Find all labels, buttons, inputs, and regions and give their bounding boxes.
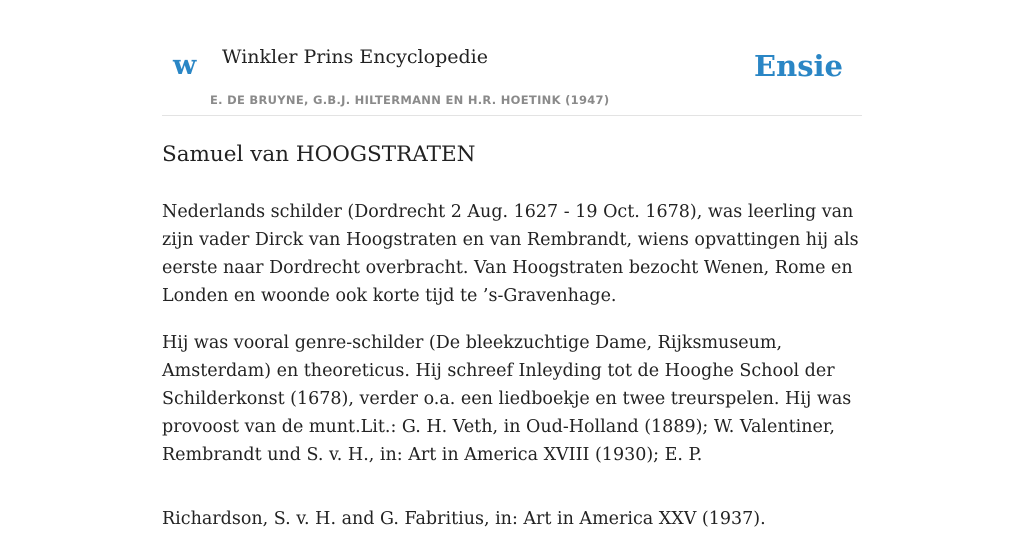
article: [162, 140, 862, 552]
site-header: [162, 0, 862, 116]
encyclopedia-authors: E. DE BRUYNE, G.B.J. HILTERMANN EN H.R. HOETINK (1947): [210, 93, 610, 107]
brand-logo[interactable]: Ensie: [754, 49, 843, 83]
encyclopedia-title[interactable]: Winkler Prins Encyclopedie: [222, 46, 488, 68]
article-title: Samuel van HOOGSTRATEN: [162, 142, 476, 167]
article-paragraph: Nederlands schilder (Dordrecht 2 Aug. 1627 - 19 Oct. 1678), was leerling van zijn vader Dirck van Hoogstraten en van Rembrandt, wiens opvattingen hij als eerste naar Dordrecht overbracht. Van Hoogstraten bezocht Wenen, Rome en Londen en woonde ook korte tijd te ’s-Gravenhage.: [162, 202, 859, 306]
site-logo[interactable]: w: [173, 50, 197, 81]
article-paragraph: Hij was vooral genre-schilder (De bleekzuchtige Dame, Rijksmuseum, Amsterdam) en theoreticus. Hij schreef Inleyding tot de Hooghe School der Schilderkonst (1678), verder o.a. een liedboekje en twee treurspelen. Hij was provoost van de munt.Lit.: G. H. Veth, in Oud-Holland (1889); W. Valentiner, Rembrandt und S. v. H., in: Art in America XVIII (1930); E. P.: [162, 333, 852, 465]
article-paragraph: Richardson, S. v. H. and G. Fabritius, in: Art in America XXV (1937).: [162, 509, 766, 529]
